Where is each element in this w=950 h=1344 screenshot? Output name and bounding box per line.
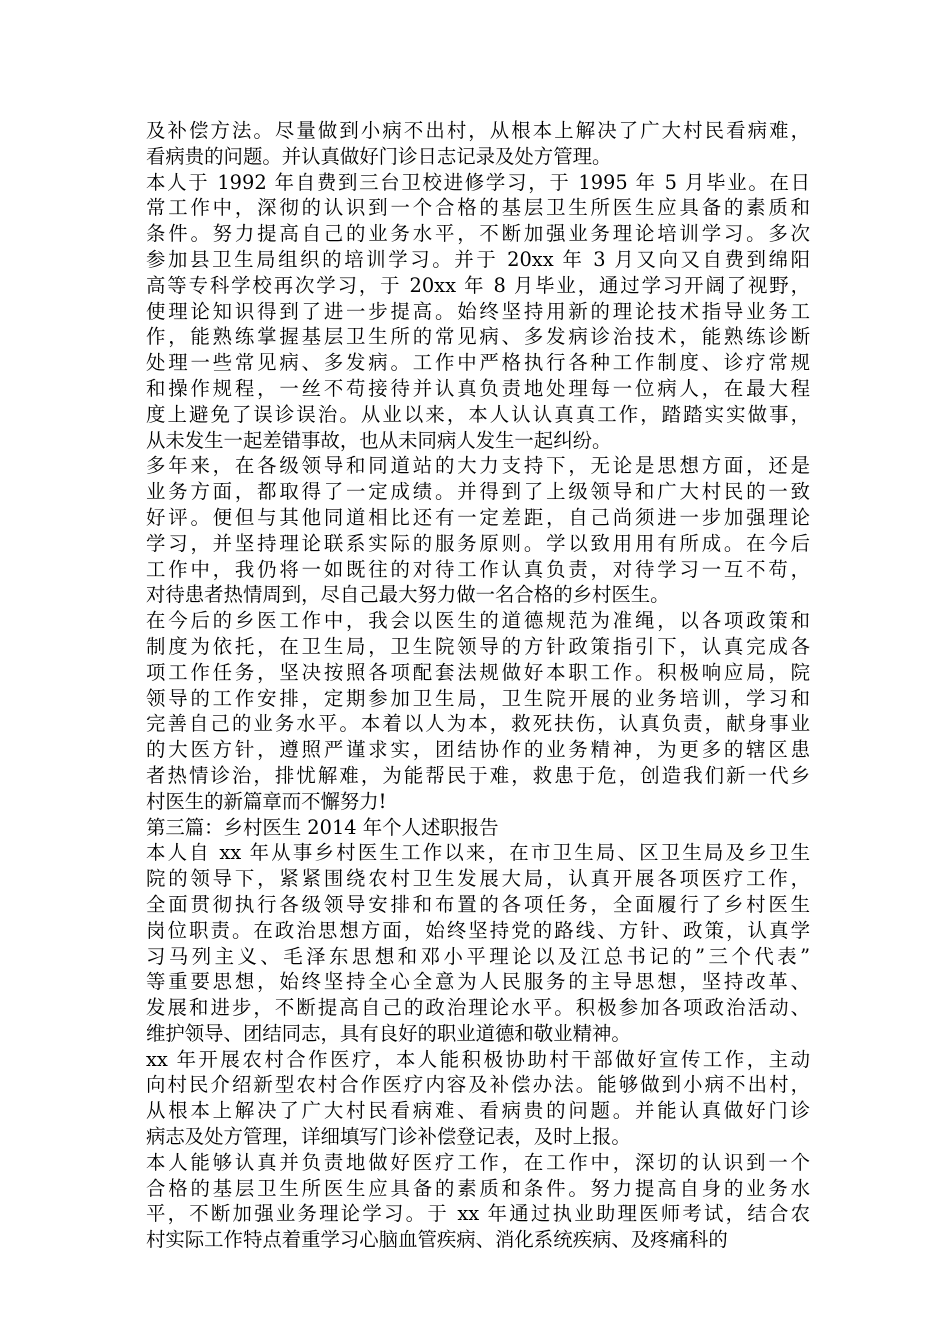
paragraph [146, 608, 810, 814]
text-line: 对待患者热情周到，尽自己最大努力做一名合格的乡村医生。 [146, 583, 670, 607]
text-line: 村实际工作特点着重学习心脑血管疾病、消化系统疾病、及疼痛科的 [146, 1228, 728, 1252]
text-line: 和操作规程，一丝不苟接待并认真负责地处理每一位病人，在最大程 [146, 376, 810, 400]
document-page [146, 118, 810, 1253]
text-line: 看病贵的问题。并认真做好门诊日志记录及处方管理。 [146, 144, 612, 168]
text-line: 完善自己的业务水平。本着以人为本，救死扶伤，认真负责，献身事业 [146, 712, 810, 736]
text-line: 及补偿方法。尽量做到小病不出村，从根本上解决了广大村民看病难， [146, 119, 810, 142]
text-line: 从未发生一起差错事故，也从未同病人发生一起纠纷。 [146, 428, 612, 452]
text-line: 合格的基层卫生所医生应具备的素质和条件。努力提高自身的业务水 [146, 1176, 810, 1200]
text-line: 本人自 xx 年从事乡村医生工作以来，在市卫生局、区卫生局及乡卫生 [146, 841, 810, 865]
paragraph [146, 118, 810, 170]
text-line: 第三篇：乡村医生 2014 年个人述职报告 [146, 815, 499, 839]
text-line: 领导的工作安排，定期参加卫生局，卫生院开展的业务培训，学习和 [146, 686, 810, 710]
paragraph [146, 840, 810, 1046]
text-line: 病志及处方管理，详细填写门诊补偿登记表，及时上报。 [146, 1125, 631, 1149]
text-line: 参加县卫生局组织的培训学习。并于 20xx 年 3 月又向又自费到绵阳 [146, 247, 810, 271]
text-line: 等重要思想，始终坚持全心全意为人民服务的主导思想，坚持改革、 [146, 970, 810, 994]
text-line: 岗位职责。在政治思想方面，始终坚持党的路线、方针、政策，认真学 [146, 918, 810, 942]
paragraph [146, 170, 810, 454]
text-line: 度上避免了误诊误治。从业以来，本人认认真真工作，踏踏实实做事， [146, 402, 810, 426]
text-line: 从根本上解决了广大村民看病难、看病贵的问题。并能认真做好门诊 [146, 1099, 810, 1123]
text-line: 院的领导下，紧紧围绕农村卫生发展大局，认真开展各项医疗工作， [146, 867, 810, 891]
text-line: 作，能熟练掌握基层卫生所的常见病、多发病诊治技术，能熟练诊断 [146, 325, 810, 349]
text-line: 的大医方针，遵照严谨求实，团结协作的业务精神，为更多的辖区患 [146, 738, 810, 762]
paragraph [146, 453, 810, 608]
text-line: xx 年开展农村合作医疗，本人能积极协助村干部做好宣传工作，主动 [146, 1047, 810, 1071]
text-line: 学习，并坚持理论联系实际的服务原则。学以致用用有所成。在今后 [146, 531, 810, 555]
text-line: 常工作中，深彻的认识到一个合格的基层卫生所医生应具备的素质和 [146, 196, 810, 220]
text-line: 工作中，我仍将一如既往的对待工作认真负责，对待学习一互不苟， [146, 557, 810, 581]
text-line: 者热情诊治，排忧解难，为能帮民于难，救患于危，创造我们新一代乡 [146, 763, 810, 787]
text-line: 制度为依托，在卫生局，卫生院领导的方针政策指引下，认真完成各 [146, 634, 810, 658]
text-line: 全面贯彻执行各级领导安排和布置的各项任务，全面履行了乡村医生 [146, 892, 810, 916]
text-line: 维护领导、团结同志，具有良好的职业道德和敬业精神。 [146, 1021, 631, 1045]
text-line: 高等专科学校再次学习，于 20xx 年 8 月毕业，通过学习开阔了视野， [146, 273, 810, 297]
paragraph [146, 1150, 810, 1253]
text-line: 本人于 1992 年自费到三台卫校进修学习，于 1995 年 5 月毕业。在日 [146, 170, 810, 194]
text-line: 多年来，在各级领导和同道站的大力支持下，无论是思想方面，还是 [146, 454, 810, 478]
text-line: 发展和进步，不断提高自己的政治理论水平。积极参加各项政治活动、 [146, 996, 810, 1020]
text-line: 好评。便但与其他同道相比还有一定差距，自己尚须进一步加强理论 [146, 505, 810, 529]
text-line: 本人能够认真并负责地做好医疗工作，在工作中，深切的认识到一个 [146, 1150, 810, 1174]
paragraph [146, 1047, 810, 1150]
text-line: 项工作任务，坚决按照各项配套法规做好本职工作。积极响应局，院 [146, 660, 810, 684]
text-line: 向村民介绍新型农村合作医疗内容及补偿办法。能够做到小病不出村， [146, 1073, 810, 1097]
text-line: 处理一些常见病、多发病。工作中严格执行各种工作制度、诊疗常规 [146, 351, 810, 375]
text-line: 在今后的乡医工作中，我会以医生的道德规范为准绳，以各项政策和 [146, 609, 810, 633]
text-line: 村医生的新篇章而不懈努力! [146, 789, 387, 813]
paragraph [146, 815, 810, 841]
text-line: 条件。努力提高自己的业务水平，不断加强业务理论培训学习。多次 [146, 222, 810, 246]
text-line: 平，不断加强业务理论学习。于 xx 年通过执业助理医师考试，结合农 [146, 1202, 810, 1226]
text-line: 业务方面，都取得了一定成绩。并得到了上级领导和广大村民的一致 [146, 480, 810, 504]
text-line: 使理论知识得到了进一步提高。始终坚持用新的理论技术指导业务工 [146, 299, 810, 323]
text-line: 习马列主义、毛泽东思想和邓小平理论以及江总书记的”三个代表” [146, 944, 810, 968]
